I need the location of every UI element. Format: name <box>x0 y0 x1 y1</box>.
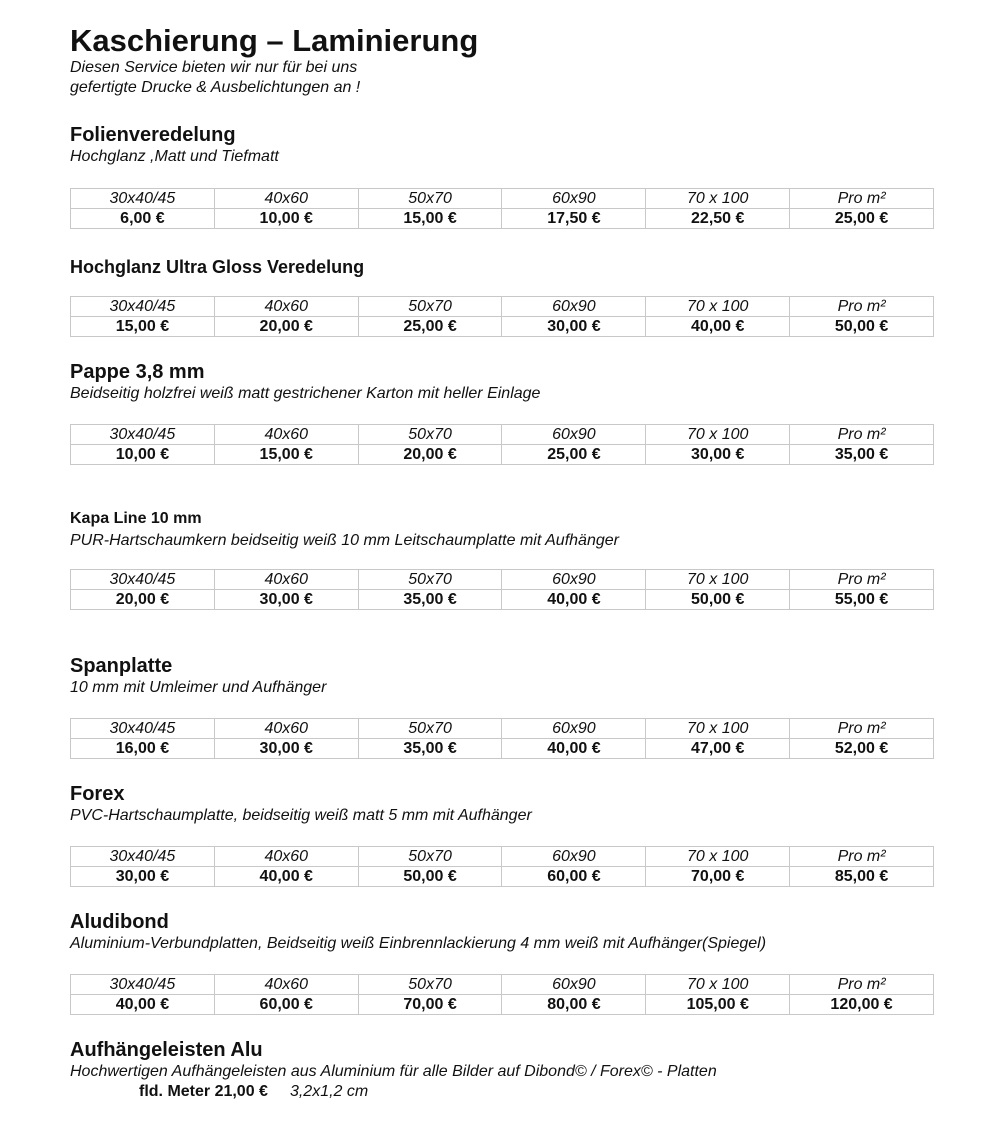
size-cell: 30x40/45 <box>71 297 215 317</box>
price-cell: 35,00 € <box>358 739 502 759</box>
price-cell: 15,00 € <box>71 317 215 337</box>
price-cell: 40,00 € <box>214 867 358 887</box>
size-cell: 70 x 100 <box>646 189 790 209</box>
section-description: Aluminium-Verbundplatten, Beidseitig weiß Einbrennlackierung 4 mm weiß mit Aufhänger(Spiegel) <box>70 935 767 952</box>
prices-row <box>71 445 934 465</box>
size-cell: Pro m² <box>790 189 934 209</box>
section-title: Forex <box>70 783 125 805</box>
size-cell: 40x60 <box>214 570 358 590</box>
size-cell: 60x90 <box>502 425 646 445</box>
price-cell: 10,00 € <box>71 445 215 465</box>
price-cell: 60,00 € <box>502 867 646 887</box>
price-cell: 70,00 € <box>358 995 502 1015</box>
price-cell: 35,00 € <box>790 445 934 465</box>
prices-row <box>71 995 934 1015</box>
price-cell: 105,00 € <box>646 995 790 1015</box>
size-cell: 60x90 <box>502 719 646 739</box>
price-table <box>70 188 934 229</box>
price-cell: 25,00 € <box>502 445 646 465</box>
price-cell: 40,00 € <box>502 739 646 759</box>
section-forex <box>70 782 934 885</box>
sizes-row <box>71 425 934 445</box>
size-cell: Pro m² <box>790 570 934 590</box>
prices-row <box>71 739 934 759</box>
price-table <box>70 424 934 465</box>
size-cell: 30x40/45 <box>71 425 215 445</box>
price-cell: 30,00 € <box>214 739 358 759</box>
size-cell: 50x70 <box>358 847 502 867</box>
price-cell: 22,50 € <box>646 209 790 229</box>
price-cell: 55,00 € <box>790 590 934 610</box>
price-cell: 15,00 € <box>358 209 502 229</box>
size-cell: 50x70 <box>358 975 502 995</box>
page-header <box>70 24 934 98</box>
section-description: 10 mm mit Umleimer und Aufhänger <box>70 679 327 696</box>
section-description: Hochwertigen Aufhängeleisten aus Aluminium für alle Bilder auf Dibond© / Forex© - Platten <box>70 1063 717 1080</box>
price-cell: 30,00 € <box>71 867 215 887</box>
section-folienveredelung <box>70 123 934 227</box>
price-cell: 25,00 € <box>790 209 934 229</box>
size-cell: 40x60 <box>214 847 358 867</box>
price-cell: 50,00 € <box>358 867 502 887</box>
size-cell: 50x70 <box>358 719 502 739</box>
size-cell: 70 x 100 <box>646 847 790 867</box>
section-title: Aufhängeleisten Alu <box>70 1039 263 1061</box>
prices-row <box>71 317 934 337</box>
size-cell: 40x60 <box>214 297 358 317</box>
section-title: Aludibond <box>70 911 169 933</box>
price-table <box>70 846 934 887</box>
price-table <box>70 718 934 759</box>
price-cell: 52,00 € <box>790 739 934 759</box>
price-cell: 40,00 € <box>502 590 646 610</box>
size-cell: 60x90 <box>502 570 646 590</box>
size-cell: 30x40/45 <box>71 847 215 867</box>
section-aufhaengeleisten <box>70 1038 934 1102</box>
price-cell: 20,00 € <box>71 590 215 610</box>
price-cell: 60,00 € <box>214 995 358 1015</box>
size-cell: 30x40/45 <box>71 570 215 590</box>
sizes-row <box>71 975 934 995</box>
section-description: PVC-Hartschaumplatte, beidseitig weiß matt 5 mm mit Aufhänger <box>70 807 532 824</box>
size-cell: 30x40/45 <box>71 975 215 995</box>
price-cell: 85,00 € <box>790 867 934 887</box>
price-cell: 20,00 € <box>358 445 502 465</box>
size-cell: Pro m² <box>790 719 934 739</box>
price-cell: 40,00 € <box>646 317 790 337</box>
price-cell: 35,00 € <box>358 590 502 610</box>
section-title: Pappe 3,8 mm <box>70 361 205 383</box>
section-description: Hochglanz ,Matt und Tiefmatt <box>70 148 279 165</box>
section-title: Kapa Line 10 mm <box>70 510 202 527</box>
size-cell: 30x40/45 <box>71 189 215 209</box>
size-cell: 40x60 <box>214 719 358 739</box>
sizes-row <box>71 847 934 867</box>
size-cell: 30x40/45 <box>71 719 215 739</box>
intro-line-2: gefertigte Drucke & Ausbelichtungen an ! <box>70 79 361 96</box>
section-pappe <box>70 360 934 463</box>
size-cell: Pro m² <box>790 975 934 995</box>
size-cell: 70 x 100 <box>646 297 790 317</box>
size-cell: Pro m² <box>790 297 934 317</box>
price-cell: 6,00 € <box>71 209 215 229</box>
meter-price: fld. Meter 21,00 € <box>139 1083 268 1100</box>
section-description: Beidseitig holzfrei weiß matt gestrichener Karton mit heller Einlage <box>70 385 541 402</box>
size-cell: Pro m² <box>790 425 934 445</box>
size-cell: 50x70 <box>358 297 502 317</box>
size-cell: 50x70 <box>358 570 502 590</box>
section-title: Hochglanz Ultra Gloss Veredelung <box>70 257 365 277</box>
size-cell: 60x90 <box>502 297 646 317</box>
size-cell: 40x60 <box>214 189 358 209</box>
section-description: PUR-Hartschaumkern beidseitig weiß 10 mm Leitschaumplatte mit Aufhänger <box>70 532 619 549</box>
footer-price-line <box>70 1082 934 1102</box>
section-ultra-gloss <box>70 255 934 335</box>
section-kapa-line <box>70 507 934 608</box>
price-cell: 16,00 € <box>71 739 215 759</box>
size-cell: 70 x 100 <box>646 975 790 995</box>
size-cell: 40x60 <box>214 975 358 995</box>
size-cell: 60x90 <box>502 189 646 209</box>
size-cell: 70 x 100 <box>646 425 790 445</box>
price-table <box>70 296 934 337</box>
rail-dimensions: 3,2x1,2 cm <box>289 1083 369 1100</box>
price-cell: 30,00 € <box>502 317 646 337</box>
sizes-row <box>71 719 934 739</box>
price-cell: 30,00 € <box>214 590 358 610</box>
section-aludibond <box>70 910 934 1013</box>
size-cell: 60x90 <box>502 847 646 867</box>
size-cell: 50x70 <box>358 189 502 209</box>
size-cell: 70 x 100 <box>646 719 790 739</box>
price-cell: 50,00 € <box>790 317 934 337</box>
price-cell: 17,50 € <box>502 209 646 229</box>
prices-row <box>71 867 934 887</box>
size-cell: 70 x 100 <box>646 570 790 590</box>
prices-row <box>71 590 934 610</box>
section-spanplatte <box>70 654 934 757</box>
prices-row <box>71 209 934 229</box>
price-cell: 40,00 € <box>71 995 215 1015</box>
section-title: Folienveredelung <box>70 124 236 146</box>
price-cell: 47,00 € <box>646 739 790 759</box>
price-cell: 80,00 € <box>502 995 646 1015</box>
size-cell: 40x60 <box>214 425 358 445</box>
size-cell: Pro m² <box>790 847 934 867</box>
price-cell: 50,00 € <box>646 590 790 610</box>
price-cell: 20,00 € <box>214 317 358 337</box>
size-cell: 60x90 <box>502 975 646 995</box>
size-cell: 50x70 <box>358 425 502 445</box>
price-cell: 120,00 € <box>790 995 934 1015</box>
sizes-row <box>71 570 934 590</box>
price-cell: 30,00 € <box>646 445 790 465</box>
price-cell: 25,00 € <box>358 317 502 337</box>
sizes-row <box>71 189 934 209</box>
section-title: Spanplatte <box>70 655 173 677</box>
price-cell: 15,00 € <box>214 445 358 465</box>
price-cell: 10,00 € <box>214 209 358 229</box>
page-title: Kaschierung – Laminierung <box>70 23 479 58</box>
price-table <box>70 569 934 610</box>
price-table <box>70 974 934 1015</box>
sizes-row <box>71 297 934 317</box>
price-cell: 70,00 € <box>646 867 790 887</box>
intro-line-1: Diesen Service bieten wir nur für bei uns <box>70 59 358 76</box>
